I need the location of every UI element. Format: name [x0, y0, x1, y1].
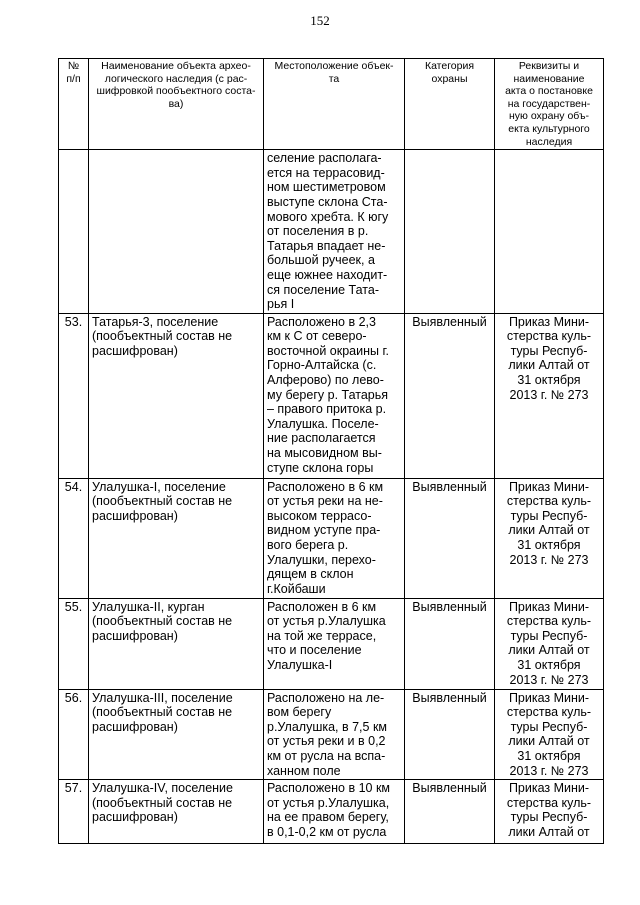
row-location: Расположено в 10 км от устья р.Улалушка, на ее правом берегу, в 0,1-0,2 км от русла [264, 780, 405, 844]
row-name [89, 150, 264, 314]
row-category: Выявленный [405, 689, 495, 780]
header-category: Категория охраны [405, 59, 495, 150]
row-category: Выявленный [405, 780, 495, 844]
row-num: 53. [59, 313, 89, 478]
row-location: Расположен в 6 км от устья р.Улалушка на той же террасе, что и поселение Улалушка-I [264, 598, 405, 689]
row-name: Улалушка-I, поселение (пообъектный состав не расшифрован) [89, 478, 264, 598]
row-act: Приказ Мини- стерства куль- туры Респуб- лики Алтай от 31 октября 2013 г. № 273 [495, 313, 604, 478]
heritage-registry-table [58, 58, 604, 844]
row-category: Выявленный [405, 598, 495, 689]
table-row [59, 598, 604, 689]
row-act: Приказ Мини- стерства куль- туры Респуб- лики Алтай от 31 октября 2013 г. № 273 [495, 478, 604, 598]
row-category: Выявленный [405, 313, 495, 478]
row-num: 54. [59, 478, 89, 598]
header-location: Местоположение объек- та [264, 59, 405, 150]
page-number: 152 [310, 13, 330, 28]
row-location: Расположено в 6 км от устья реки на не- высоком террасо- видном уступе пра- вого берега р. Улалушки, перехо- дящем в склон г.Койбаши [264, 478, 405, 598]
table-header-row [59, 59, 604, 150]
row-num [59, 150, 89, 314]
table-row [59, 689, 604, 780]
row-num: 56. [59, 689, 89, 780]
row-num: 55. [59, 598, 89, 689]
row-name: Улалушка-II, курган (пообъектный состав не расшифрован) [89, 598, 264, 689]
table-row [59, 780, 604, 844]
row-name: Улалушка-IV, поселение (пообъектный состав не расшифрован) [89, 780, 264, 844]
header-num: № п/п [59, 59, 89, 150]
row-name: Улалушка-III, поселение (пообъектный состав не расшифрован) [89, 689, 264, 780]
row-location: Расположено на ле- вом берегу р.Улалушка, в 7,5 км от устья реки и в 0,2 км от русла на вспа- ханном поле [264, 689, 405, 780]
row-category: Выявленный [405, 478, 495, 598]
row-act [495, 150, 604, 314]
table-row [59, 478, 604, 598]
header-act: Реквизиты и наименование акта о постановке на государствен- ную охрану объ- екта культурного наследия [495, 59, 604, 150]
row-num: 57. [59, 780, 89, 844]
row-location: селение располага- ется на террасовид- ном шестиметровом выступе склона Ста- мового хребта. К югу от поселения в р. Татарья впадает не- большой ручеек, а еще южнее находит- ся поселение Тата- рья I [264, 150, 405, 314]
header-name: Наименование объекта архео- логического наследия (с рас- шифровкой пообъектного соста- ва) [89, 59, 264, 150]
table-row [59, 150, 604, 314]
table-row [59, 313, 604, 478]
row-category [405, 150, 495, 314]
row-location: Расположено в 2,3 км к С от северо- восточной окраины г. Горно-Алтайска (с. Алферово) по лево- му берегу р. Татарья – правого притока р. Улалушка. Поселе- ние располагается на мысовидном вы- ступе склона горы [264, 313, 405, 478]
row-act: Приказ Мини- стерства куль- туры Респуб- лики Алтай от 31 октября 2013 г. № 273 [495, 598, 604, 689]
row-name: Татарья-3, поселение (пообъектный состав не расшифрован) [89, 313, 264, 478]
row-act: Приказ Мини- стерства куль- туры Респуб- лики Алтай от 31 октября 2013 г. № 273 [495, 689, 604, 780]
row-act: Приказ Мини- стерства куль- туры Респуб- лики Алтай от [495, 780, 604, 844]
